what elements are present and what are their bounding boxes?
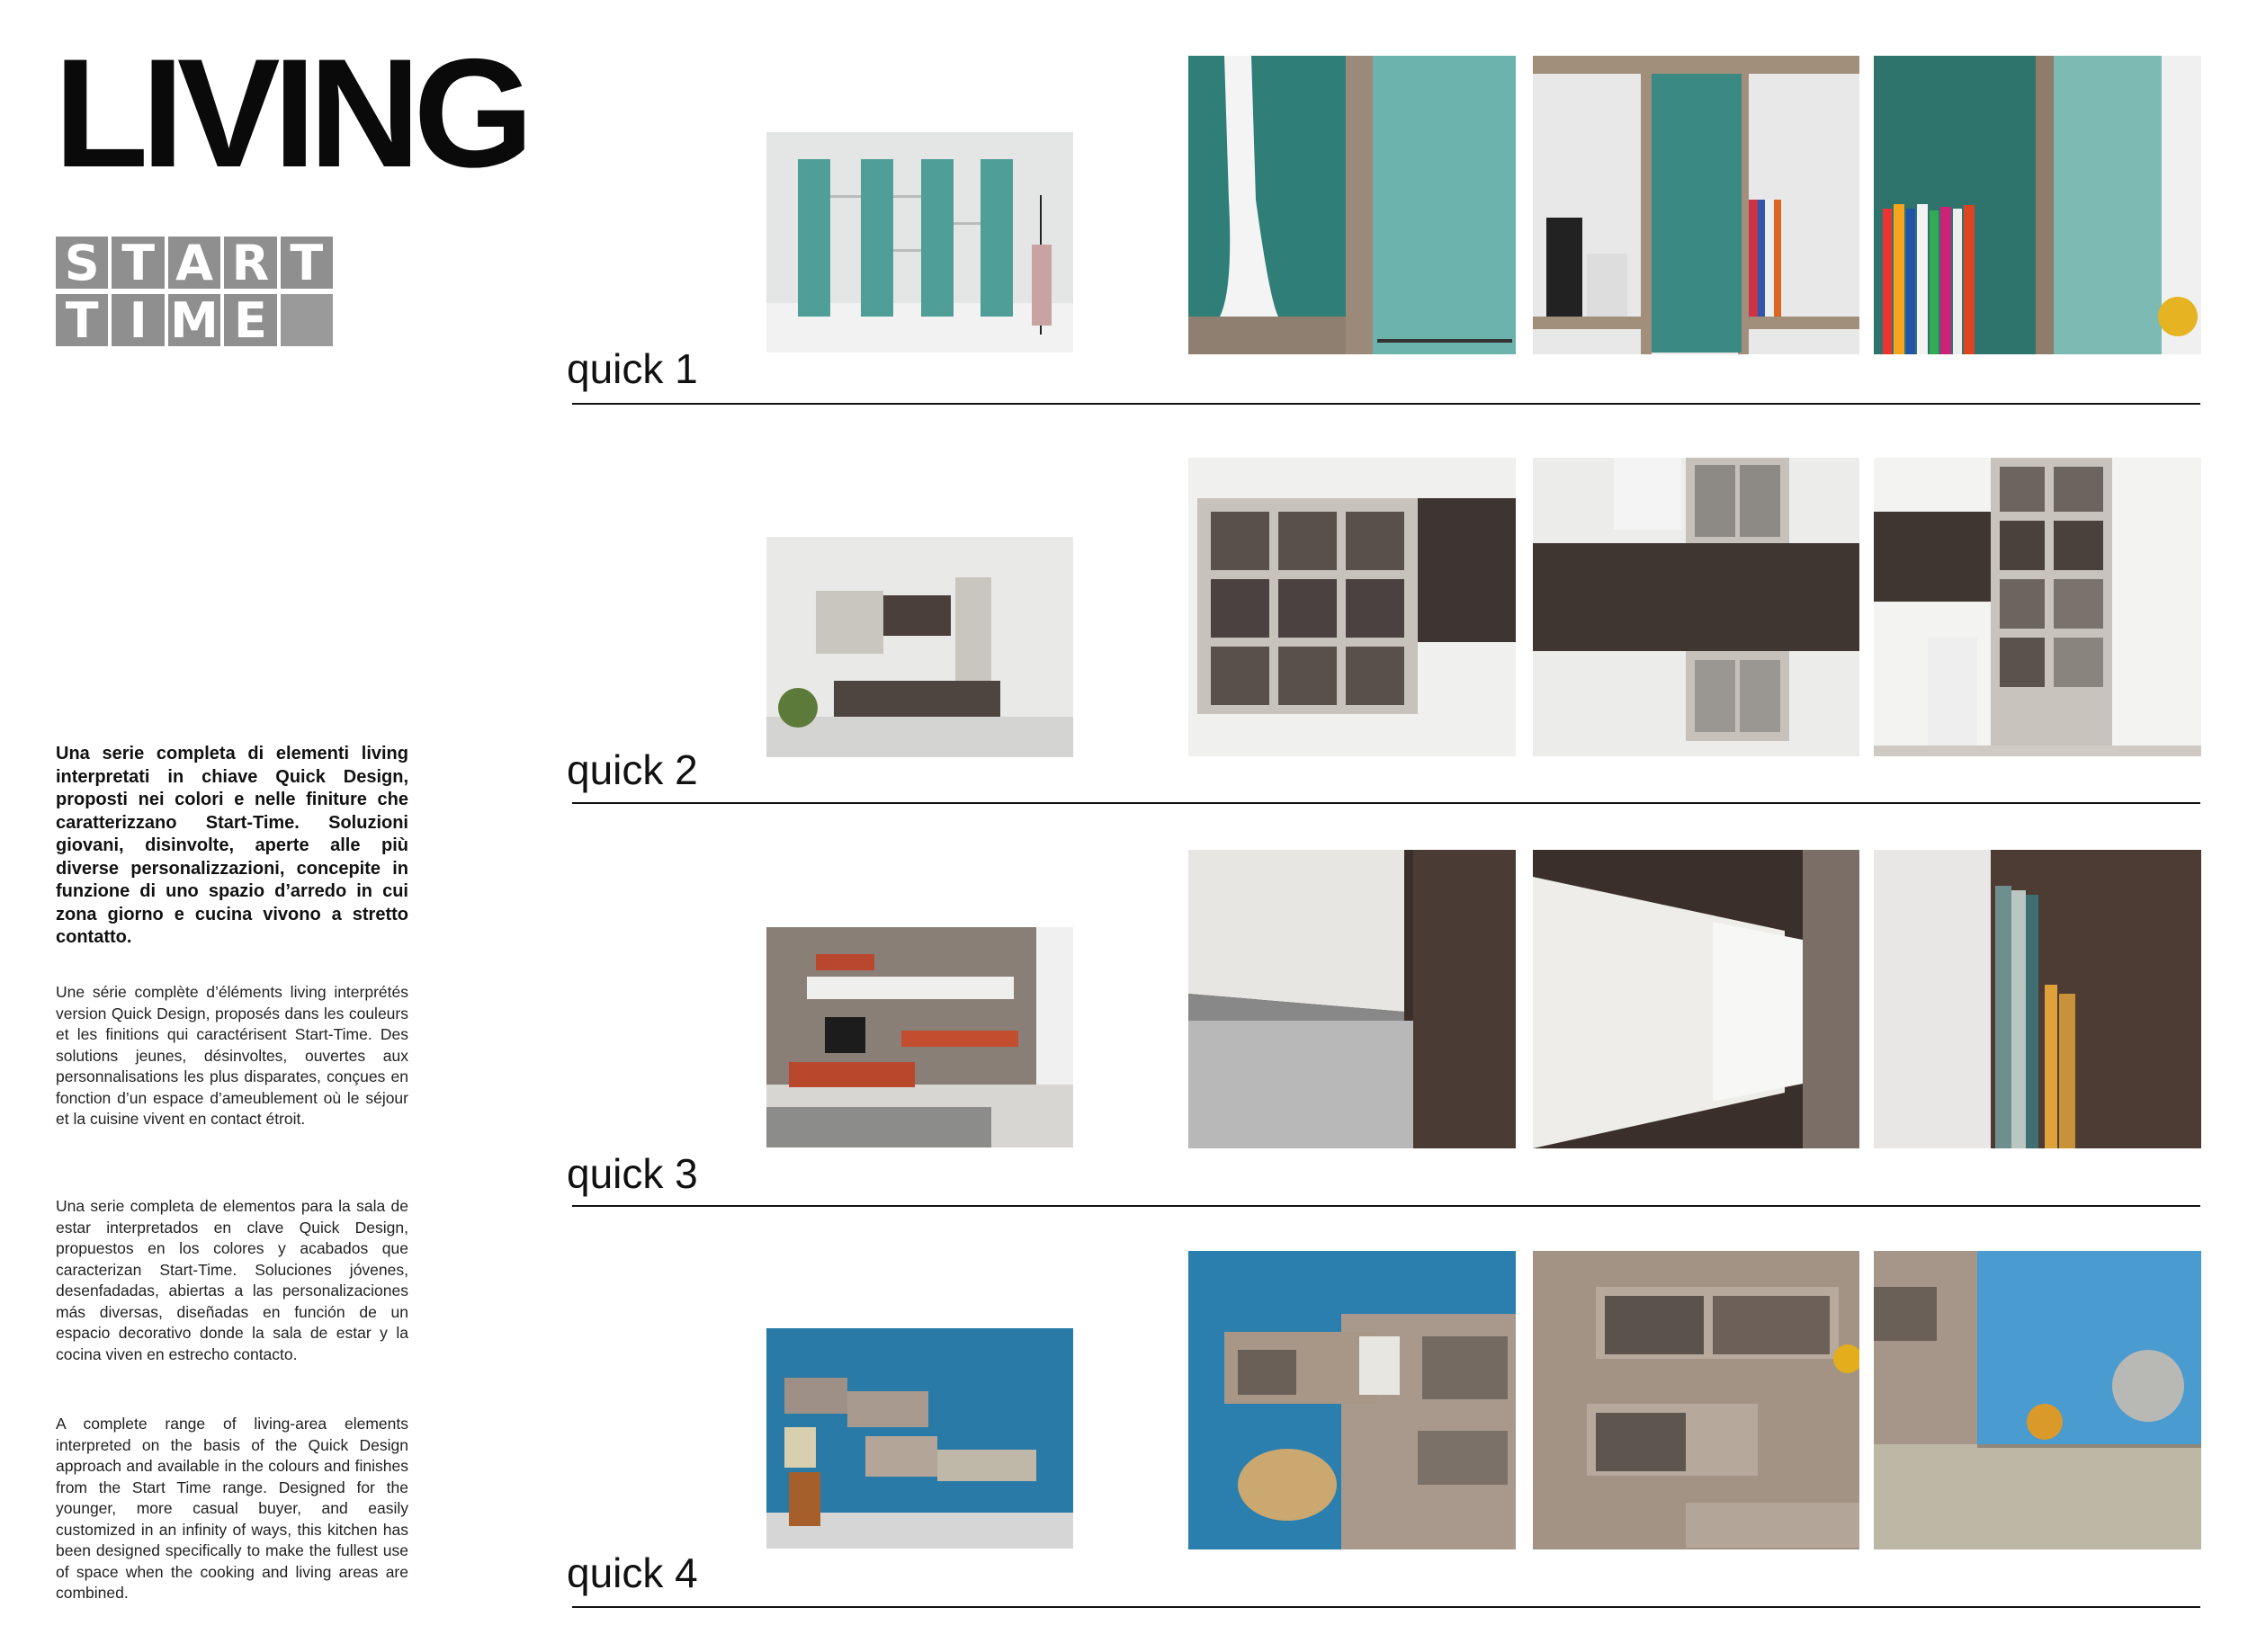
quick-3-detail-photo [1874,850,2201,1148]
row-label: quick 3 [567,1150,698,1197]
page-title: LIVING [54,27,527,200]
quick-2-detail-photo [1874,458,2201,756]
quick-3-detail-photo [1188,850,1516,1148]
row-label: quick 4 [567,1549,698,1596]
quick-4-overview-photo [766,1328,1073,1549]
quick-2-overview-photo [766,537,1073,757]
logo-letter: M [168,294,220,346]
row-divider [572,1205,2200,1207]
logo-letter: A [168,237,220,289]
quick-1-detail-photo [1874,56,2201,354]
quick-1-detail-photo [1188,56,1516,354]
logo-letter: T [112,237,164,289]
logo-letter: R [224,237,276,289]
start-time-logo [56,234,336,349]
quick-1-overview-photo [766,132,1073,353]
description-french: Une série complète d’éléments living interprétés version Quick Design, proposés dans les couleurs et les finitions qui caractérisent Start-Time. Des solutions jeunes, désinvoltes, ouvertes aux personnalisations les plus disparates, conçues en fonction d’un espace d’ameublement où le séjour et la cuisine vivent en contact étroit. [56,983,408,1128]
row-label: quick 1 [567,345,698,392]
description-italian: Una serie completa di elementi living interpretati in chiave Quick Design, proposti nei colori e nelle finiture che caratterizzano Start-Time. Soluzioni giovani, disinvolte, aperte alle più diverse personalizzazioni, concepite in funzione di uno spazio d’arredo in cui zona giorno e cucina vivono a stretto contatto. [56,744,408,947]
logo-letter: T [56,294,108,346]
quick-1-detail-photo [1533,56,1859,354]
row-divider [572,403,2200,405]
row-label: quick 2 [567,746,698,793]
quick-4-detail-photo [1188,1251,1516,1549]
logo-blank-cell [281,294,333,346]
quick-3-detail-photo [1533,850,1859,1148]
quick-4-detail-photo [1874,1251,2201,1549]
logo-letter: S [56,237,108,289]
description-english: A complete range of living-area elements interpreted on the basis of the Quick Design approach and available in the colours and finishes from the Start Time range. Designed for the younger, more casual buyer, and easily customized in an infinity of ways, this kitchen has been designed specifically to make the fullest use of space when the cooking and living areas are combined. [56,1415,408,1602]
quick-3-overview-photo [766,927,1073,1147]
row-divider [572,1606,2200,1608]
logo-letter: T [281,237,333,289]
row-divider [572,802,2200,804]
description-spanish: Una serie completa de elementos para la sala de estar interpretados en clave Quick Design, propuestos en los colores y acabados que caracterizan Start-Time. Soluciones jóvenes, desenfadadas, abiertas a las personalizaciones más diversas, diseñadas en función de un espacio decorativo donde la sala de estar y la cocina viven en estrecho contacto. [56,1197,408,1363]
quick-2-detail-photo [1533,458,1859,756]
logo-letter: E [224,294,276,346]
quick-4-detail-photo [1533,1251,1859,1549]
quick-2-detail-photo [1188,458,1516,756]
logo-letter: I [112,294,164,346]
